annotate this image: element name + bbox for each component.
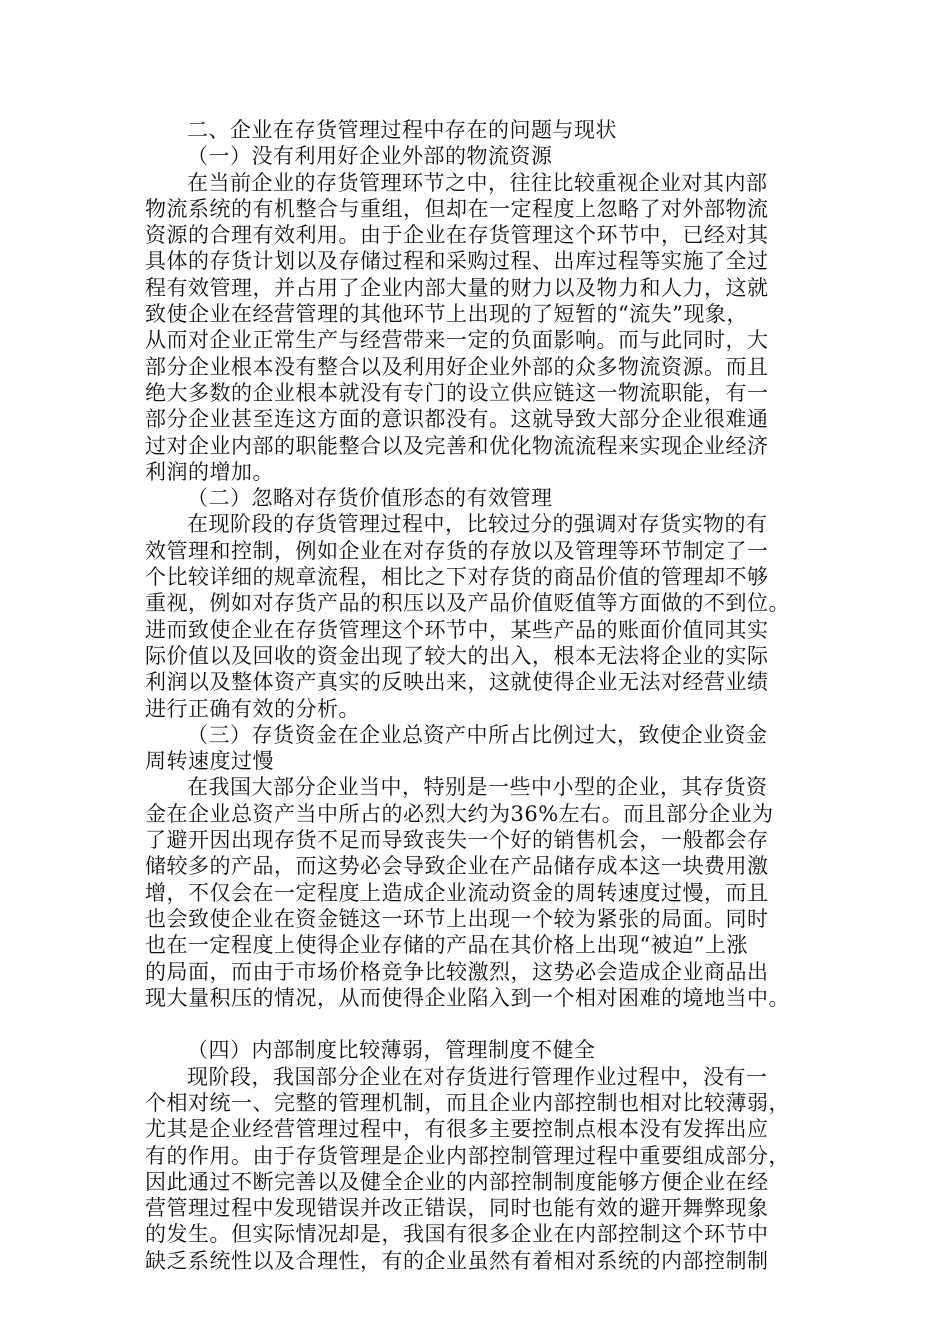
paragraph-line: 现阶段，我国部分企业在对存货进行管理作业过程中，没有一 [187,1064,768,1089]
paragraph-line: 进而致使企业在存货管理这个环节中，某些产品的账面价值同其实 [145,617,769,642]
paragraph-line: 营管理过程中发现错误并改正错误，同时也能有效的避开舞弊现象 [145,1196,769,1221]
paragraph-line: 效管理和控制，例如企业在对存货的存放以及管理等环节制定了一 [145,538,769,563]
paragraph-line: 缺乏系统性以及合理性，有的企业虽然有着相对系统的内部控制制 [145,1248,769,1273]
blank-line [145,1011,805,1037]
paragraph-line: 资源的合理有效利用。由于企业在存货管理这个环节中，已经对其 [145,223,769,248]
paragraph-line: 金在企业总资产当中所占的必烈大约为36%左右。而且部分企业为 [145,801,774,826]
paragraph-line: 致使企业在经营管理的其他环节上出现的了短暂的“流失”现象， [145,302,748,327]
paragraph-line: 的发生。但实际情况却是，我国有很多企业在内部控制这个环节中 [145,1222,769,1247]
paragraph-line: 因此通过不断完善以及健全企业的内部控制制度能够方便企业在经 [145,1169,769,1194]
paragraph-line: 增，不仅会在一定程度上造成企业流动资金的周转速度过慢，而且 [145,880,769,905]
paragraph-line: 现大量积压的情况，从而使得企业陷入到一个相对困难的境地当中。 [145,985,790,1010]
section-heading-line: 二、企业在存货管理过程中存在的问题与现状 [187,118,617,142]
paragraph-line: 个比较详细的规章流程，相比之下对存货的商品价值的管理却不够 [145,565,769,590]
paragraph-line: 也会致使企业在资金链这一环节上出现一个较为紧张的局面。同时 [145,906,769,931]
paragraph-line: 利润的增加。 [145,459,274,484]
section-heading-line: （三）存货资金在企业总资产中所占比例过大，致使企业资金 [187,722,768,747]
paragraph-line: 进行正确有效的分析。 [145,696,360,721]
paragraph-line: 的局面，而由于市场价格竞争比较激烈，这势必会造成企业商品出 [145,959,769,984]
paragraph-line: 部分企业甚至连这方面的意识都没有。这就导致大部分企业很难通 [145,407,769,432]
paragraph-line: 具体的存货计划以及存储过程和采购过程、出库过程等实施了全过 [145,249,769,274]
paragraph-line: 有的作用。由于存货管理是企业内部控制管理过程中重要组成部分， [145,1143,790,1168]
paragraph-line: 程有效管理，并占用了企业内部大量的财力以及物力和人力，这就 [145,275,769,300]
paragraph-line: 绝大多数的企业根本就没有专门的设立供应链这一物流职能，有一 [145,380,769,405]
paragraph-line: 利润以及整体资产真实的反映出来，这就使得企业无法对经营业绩 [145,670,769,695]
paragraph-line: 了避开因出现存货不足而导致丧失一个好的销售机会，一般都会存 [145,828,769,853]
section-heading-line: （四）内部制度比较薄弱，管理制度不健全 [187,1038,596,1063]
paragraph-line: 在当前企业的存货管理环节之中，往往比较重视企业对其内部 [187,170,768,195]
section-heading-line: 周转速度过慢 [145,749,274,774]
section-heading-line: （二）忽略对存货价值形态的有效管理 [187,486,553,511]
section-heading-line: （一）没有利用好企业外部的物流资源 [187,144,553,169]
document-body [145,117,805,1274]
paragraph-line: 在我国大部分企业当中，特别是一些中小型的企业，其存货资 [187,775,768,800]
paragraph-line: 也在一定程度上使得企业存储的产品在其价格上出现“被迫”上涨 [145,933,748,958]
paragraph-line: 物流系统的有机整合与重组，但却在一定程度上忽略了对外部物流 [145,196,769,221]
paragraph-line: 过对企业内部的职能整合以及完善和优化物流流程来实现企业经济 [145,433,769,458]
paragraph-line: 个相对统一、完整的管理机制，而且企业内部控制也相对比较薄弱， [145,1090,790,1115]
paragraph-line: 在现阶段的存货管理过程中，比较过分的强调对存货实物的有 [187,512,768,537]
paragraph-line: 重视，例如对存货产品的积压以及产品价值贬值等方面做的不到位。 [145,591,790,616]
paragraph-line: 部分企业根本没有整合以及利用好企业外部的众多物流资源。而且 [145,354,769,379]
paragraph-line: 际价值以及回收的资金出现了较大的出入，根本无法将企业的实际 [145,643,769,668]
paragraph-line: 尤其是企业经营管理过程中，有很多主要控制点根本没有发挥出应 [145,1117,769,1142]
paragraph-line: 从而对企业正常生产与经营带来一定的负面影响。而与此同时，大 [145,328,769,353]
paragraph-line: 储较多的产品，而这势必会导致企业在产品储存成本这一块费用激 [145,854,769,879]
